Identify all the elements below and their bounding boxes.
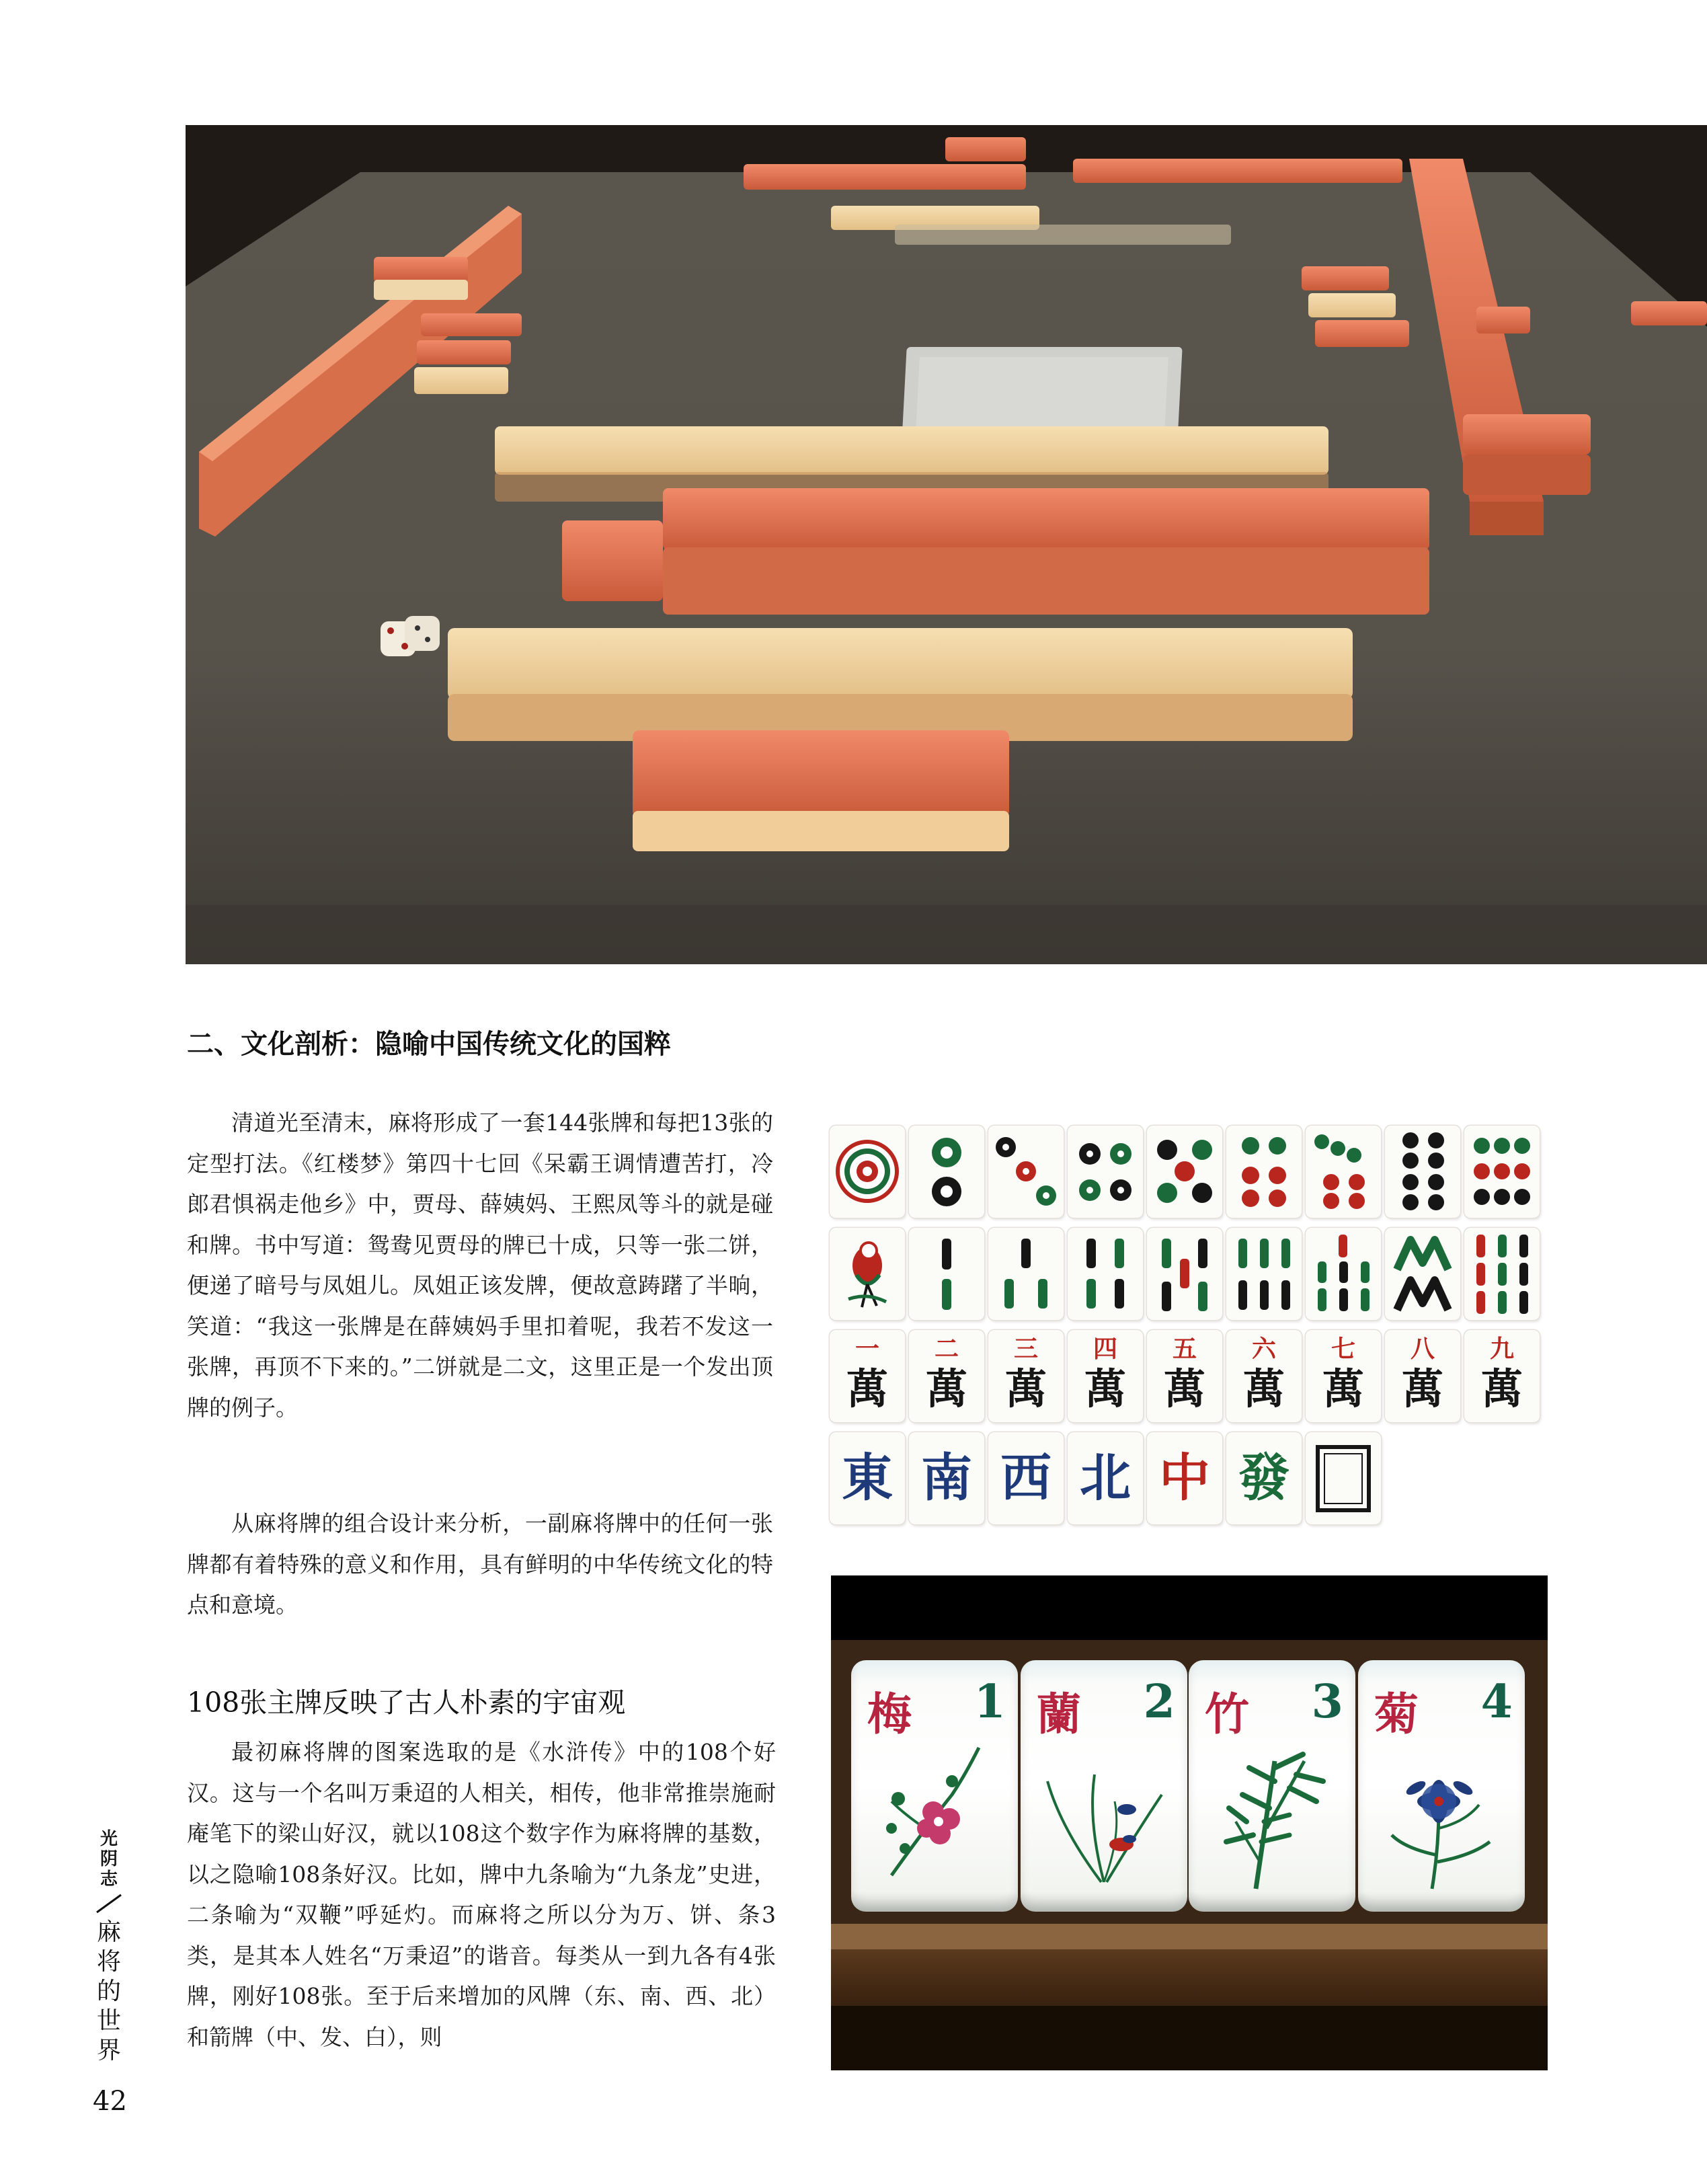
honor-character: 東 [842,1448,893,1508]
honor-character: 北 [1080,1448,1131,1508]
white-dragon-frame-icon [1306,1432,1381,1524]
wan-tile-6 [1226,1330,1302,1422]
wan-tile-1 [830,1330,905,1422]
magazine-name: 光阴志 [100,1829,118,1889]
wan-character: 萬 [846,1364,888,1413]
flower-name: 蘭 [1037,1688,1081,1740]
column-title: 麻将的世界 [96,1918,121,2064]
wan-character: 萬 [1163,1364,1205,1413]
circle-tile-6 [1226,1126,1302,1218]
wan-number: 七 [1331,1335,1355,1363]
honor-character: 南 [921,1448,972,1508]
wan-tile-2 [909,1330,984,1422]
wan-tile-3 [988,1330,1064,1422]
flower-tile-chrysanthemum [1358,1660,1525,1912]
bamboo-tile-3 [988,1228,1064,1320]
bamboo-tile-5 [1147,1228,1222,1320]
circle-8-icon [1385,1126,1460,1218]
flower-tile-plum [851,1660,1018,1912]
bamboo-4-icon [1068,1228,1143,1320]
wan-number: 五 [1172,1335,1197,1363]
wan-tile-5 [1147,1330,1222,1422]
wan-number: 九 [1489,1335,1514,1363]
body-paragraph-1: 清道光至清末，麻将形成了一套144张牌和每把13张的定型打法。《红楼梦》第四十七回《呆霸王调情遭苦打，冷郎君惧祸走他乡》中，贾母、薛姨妈、王熙凤等斗的就是碰和牌。书中写道：鸳鸯见贾母的牌已十成，只等一张二饼，便递了暗号与凤姐儿。凤姐正该发牌，便故意踌躇了半晌，笑道：“我这一张牌是在薛姨妈手里扣着呢，我若不发这一张牌，再顶不下来的。”二饼就是二文，这里正是一个发出顶牌的例子。 [187,1109,773,1421]
circle-tile-3 [988,1126,1064,1218]
flower-number: 4 [1480,1675,1513,1729]
circle-tile-9 [1464,1126,1540,1218]
wan-character: 萬 [1004,1364,1047,1413]
flower-name: 梅 [867,1688,912,1740]
wan-tile-4 [1068,1330,1143,1422]
wan-character: 萬 [1322,1364,1364,1413]
bamboo-tile-2 [909,1228,984,1320]
circle-1-icon [830,1126,905,1218]
flower-tiles-photo [831,1575,1548,2070]
bamboo-2-icon [909,1228,984,1320]
chrysanthemum-icon [1358,1660,1525,1912]
circle-7-icon [1306,1126,1381,1218]
bamboo-3-icon [988,1228,1064,1320]
honor-character: 中 [1159,1448,1210,1508]
honor-tile-south [909,1432,984,1524]
circle-tile-1 [830,1126,905,1218]
flower-number: 2 [1143,1675,1175,1729]
bamboo-tile-6 [1226,1228,1302,1320]
photo-scene [186,125,1707,964]
bamboo-tile-7 [1306,1228,1381,1320]
wan-number: 八 [1410,1335,1435,1363]
circle-tile-7 [1306,1126,1381,1218]
circle-tile-2 [909,1126,984,1218]
flower-tile-orchid [1021,1660,1187,1912]
flower-number: 3 [1311,1675,1343,1729]
circle-3-icon [988,1126,1064,1218]
circle-5-icon [1147,1126,1222,1218]
honor-tile-red-dragon [1147,1432,1222,1524]
honor-tile-north [1068,1432,1143,1524]
honor-character: 西 [1000,1448,1051,1508]
flower-number: 1 [974,1675,1006,1729]
bamboo-8-icon [1385,1228,1460,1320]
honor-tile-green-dragon [1226,1432,1302,1524]
honor-tile-white-dragon [1306,1432,1381,1524]
wan-tile-8 [1385,1330,1460,1422]
page-number: 42 [93,2086,127,2117]
wan-character: 萬 [1480,1364,1523,1413]
section-heading: 二、文化剖析：隐喻中国传统文化的国粹 [187,1029,671,1060]
body-paragraph-3: 最初麻将牌的图案选取的是《水浒传》中的108个好汉。这与一个名叫万秉迢的人相关，相传，他非常推崇施耐庵笔下的梁山好汉，就以108这个数字作为麻将牌的基数，以之隐喻108条好汉。比如，牌中九条喻为“九条龙”史进，二条喻为“双鞭”呼延灼。而麻将之所以分为万、饼、条3类，是其本人姓名“万秉迢”的谐音。每类从一到九各有4张牌，刚好108张。至于后来增加的风牌（东、南、西、北）和箭牌（中、发、白），则 [187,1739,776,2050]
circle-tile-4 [1068,1126,1143,1218]
bamboo-6-icon [1226,1228,1302,1320]
circle-tile-5 [1147,1126,1222,1218]
bamboo-5-icon [1147,1228,1222,1320]
sub-heading: 108张主牌反映了古人朴素的宇宙观 [187,1686,626,1719]
honor-tile-east [830,1432,905,1524]
bamboo-tile-9 [1464,1228,1540,1320]
circle-4-icon [1068,1126,1143,1218]
wan-number: 六 [1251,1335,1276,1363]
honor-character: 發 [1238,1448,1289,1508]
flower-name: 菊 [1374,1688,1419,1740]
wan-character: 萬 [1084,1364,1126,1413]
bird-icon [830,1228,905,1320]
bamboo-tile-1 [830,1228,905,1320]
wan-tile-9 [1464,1330,1540,1422]
bamboo-plant-icon [1189,1660,1355,1912]
circle-9-icon [1464,1126,1540,1218]
wan-character: 萬 [1242,1364,1285,1413]
honor-tile-west [988,1432,1064,1524]
wan-number: 三 [1013,1335,1038,1363]
bamboo-tile-8 [1385,1228,1460,1320]
circle-tile-8 [1385,1126,1460,1218]
mahjong-table-photo [186,125,1707,964]
bamboo-9-icon [1464,1228,1540,1320]
body-paragraph-2: 从麻将牌的组合设计来分析，一副麻将牌中的任何一张牌都有着特殊的意义和作用，具有鲜明的中华传统文化的特点和意境。 [187,1510,773,1618]
wan-tile-7 [1306,1330,1381,1422]
bamboo-tile-4 [1068,1228,1143,1320]
circle-6-icon [1226,1126,1302,1218]
circle-2-icon [909,1126,984,1218]
flower-tile-bamboo [1189,1660,1355,1912]
mahjong-tile-chart [830,1126,1548,1529]
plum-blossom-icon [851,1660,1018,1912]
wan-number: 一 [855,1335,879,1363]
divider-slash-icon [94,1894,124,1914]
bamboo-7-icon [1306,1228,1381,1320]
flower-name: 竹 [1205,1688,1249,1740]
running-header [94,1829,128,2078]
orchid-icon [1021,1660,1187,1912]
wan-number: 二 [934,1335,959,1363]
wan-character: 萬 [925,1364,967,1413]
wan-number: 四 [1093,1335,1117,1363]
wan-character: 萬 [1401,1364,1443,1413]
